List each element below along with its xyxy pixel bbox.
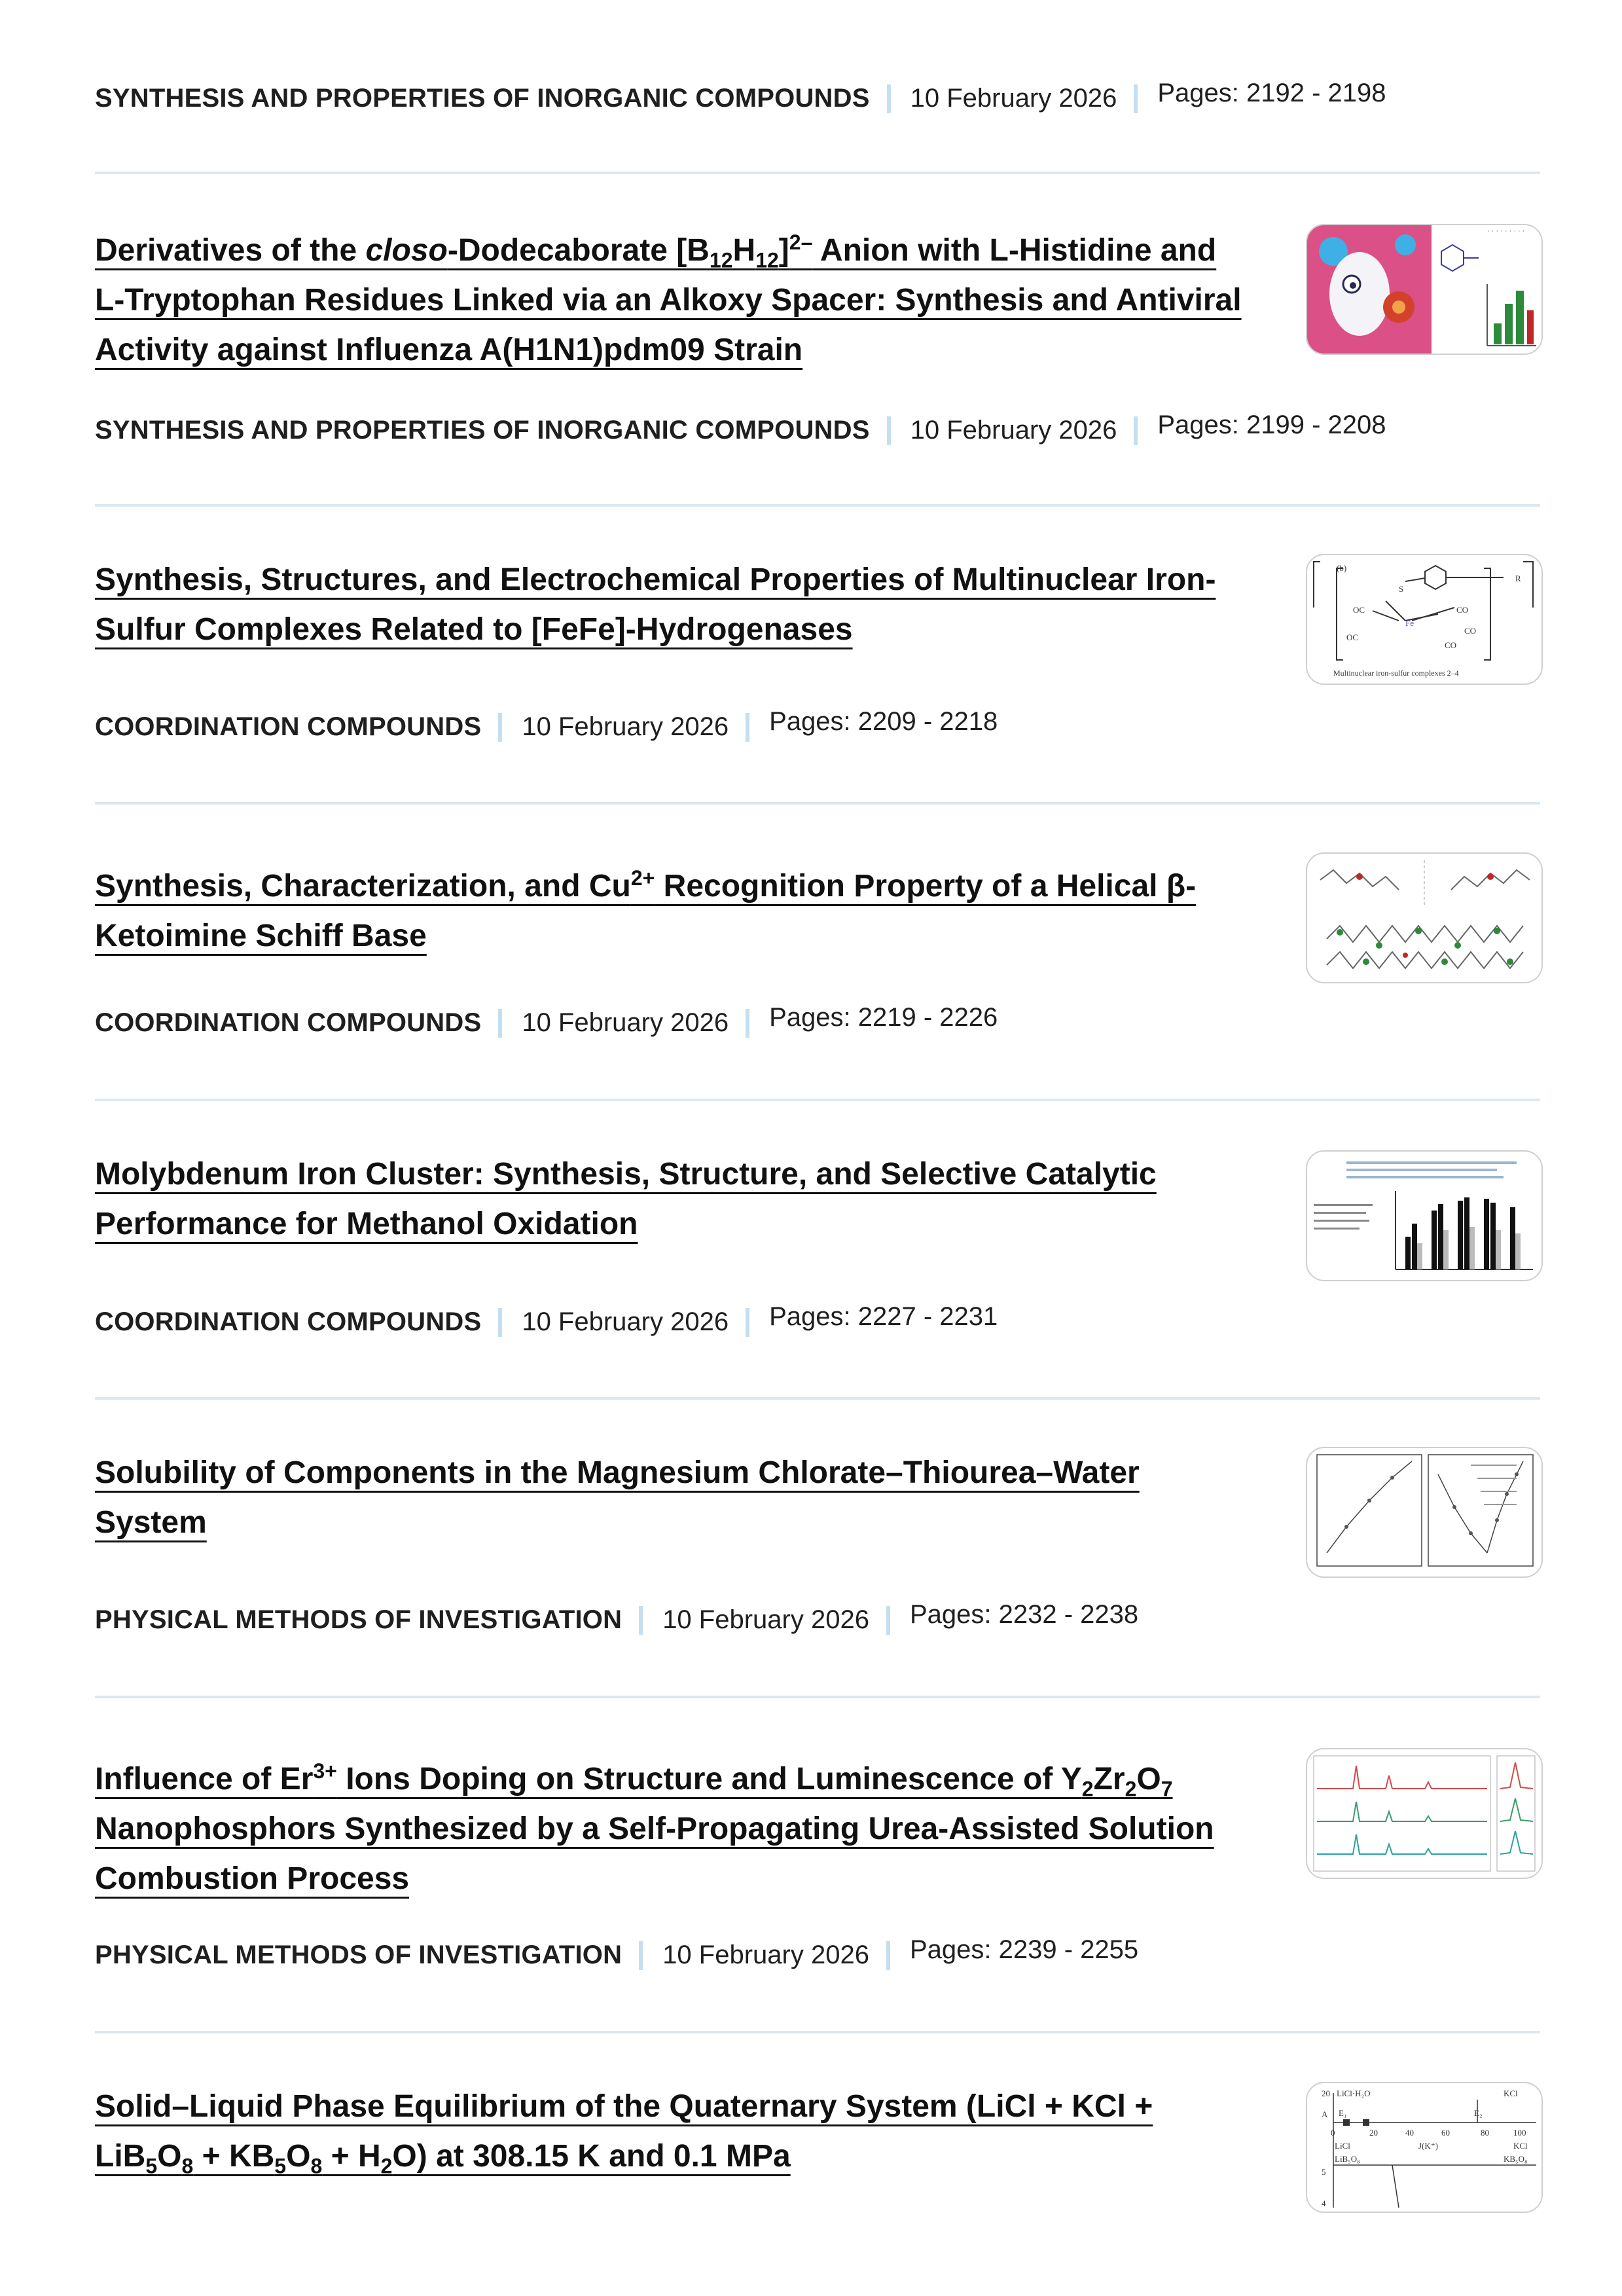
meta-separator: [1134, 416, 1138, 445]
section-label: SYNTHESIS AND PROPERTIES OF INORGANIC COMPOUNDS: [95, 416, 870, 445]
article-divider: [95, 802, 1540, 805]
article-title-link[interactable]: Solubility of Components in the Magnesium Chlorate–Thiourea–Water System: [95, 1455, 1140, 1540]
article-divider: [95, 1099, 1540, 1101]
svg-text:KCl: KCl: [1513, 2141, 1528, 2151]
svg-text:J(K⁺): J(K⁺): [1418, 2141, 1438, 2151]
meta-separator: [746, 1009, 749, 1038]
article-thumbnail[interactable]: [1306, 2082, 1543, 2213]
article-divider: [95, 504, 1540, 507]
svg-text:20: 20: [1369, 2128, 1378, 2138]
publication-date: 10 February 2026: [522, 1307, 729, 1336]
meta-separator: [1134, 84, 1138, 113]
article-thumbnail[interactable]: [1306, 852, 1543, 983]
svg-text:R: R: [1515, 574, 1521, 583]
page-range: Pages: 2232 - 2238: [909, 1600, 1139, 1629]
article-title: [95, 226, 1247, 375]
svg-text:CO: CO: [1464, 626, 1477, 636]
meta-separator: [639, 1941, 643, 1970]
article-meta: [95, 410, 1386, 445]
meta-separator: [887, 84, 891, 113]
article-title: [95, 555, 1247, 655]
article-title-link[interactable]: Molybdenum Iron Cluster: Synthesis, Structure, and Selective Catalytic Performance for Methanol Oxidation: [95, 1157, 1157, 1241]
article-divider: [95, 1397, 1540, 1400]
page-range: Pages: 2209 - 2218: [769, 707, 998, 736]
svg-text:80: 80: [1481, 2128, 1489, 2138]
article-divider: [95, 1696, 1540, 1698]
svg-text:LiCl: LiCl: [1335, 2141, 1350, 2151]
svg-text:E₁: E₁: [1339, 2108, 1347, 2118]
solubility-diagram-image: [1307, 1448, 1541, 1576]
article-meta: [95, 79, 1386, 113]
antiviral-graphic-image: [1307, 225, 1541, 354]
svg-text:0: 0: [1331, 2128, 1335, 2138]
article-divider: [95, 172, 1540, 174]
article-thumbnail[interactable]: [1306, 554, 1543, 685]
article-meta: [95, 1302, 998, 1337]
svg-text:5: 5: [1322, 2167, 1326, 2177]
article-thumbnail[interactable]: [1306, 224, 1543, 355]
section-label: PHYSICAL METHODS OF INVESTIGATION: [95, 1941, 622, 1969]
article-thumbnail[interactable]: [1306, 1150, 1543, 1281]
meta-separator: [887, 416, 891, 445]
publication-date: 10 February 2026: [910, 416, 1117, 445]
meta-separator: [498, 1308, 502, 1337]
svg-text:E₂: E₂: [1474, 2108, 1483, 2118]
svg-text:100: 100: [1513, 2128, 1526, 2138]
publication-date: 10 February 2026: [522, 712, 729, 741]
publication-date: 10 February 2026: [662, 1605, 869, 1634]
svg-text:LiCl·H₂O: LiCl·H₂O: [1337, 2088, 1371, 2098]
article-title-link[interactable]: Synthesis, Characterization, and Cu$^{2+}$ Recognition Property of a Helical β-Ketoimine Schiff Base: [95, 866, 1197, 953]
svg-text:KCl: KCl: [1504, 2088, 1518, 2098]
svg-text:A: A: [1322, 2109, 1328, 2119]
svg-text:CO: CO: [1445, 640, 1457, 650]
meta-separator: [498, 713, 502, 742]
luminescence-spectra-image: [1307, 1749, 1541, 1878]
svg-text:OC: OC: [1353, 605, 1365, 615]
iron-sulfur-structure-image: [1307, 555, 1541, 683]
svg-text:(b): (b): [1337, 563, 1347, 573]
article-divider: [95, 2031, 1540, 2033]
svg-text:40: 40: [1405, 2128, 1414, 2138]
meta-separator: [746, 1308, 749, 1337]
section-label: COORDINATION COMPOUNDS: [95, 1307, 482, 1336]
meta-separator: [639, 1606, 643, 1635]
svg-text:Fe: Fe: [1405, 618, 1414, 628]
publication-date: 10 February 2026: [522, 1008, 729, 1037]
article-title: [95, 1755, 1247, 1904]
page-range: Pages: 2192 - 2198: [1157, 79, 1386, 107]
svg-text:OC: OC: [1346, 632, 1359, 642]
svg-text:20: 20: [1322, 2088, 1330, 2098]
section-label: COORDINATION COMPOUNDS: [95, 712, 482, 741]
svg-text:Multinuclear iron-sulfur compl: Multinuclear iron-sulfur complexes 2–4: [1333, 668, 1459, 678]
svg-text:· · · · · · · · ·: · · · · · · · · ·: [1487, 227, 1525, 235]
page-range: Pages: 2239 - 2255: [909, 1935, 1139, 1964]
page-range: Pages: 2199 - 2208: [1157, 410, 1386, 439]
article-title: [95, 2082, 1247, 2181]
article-title: [95, 1150, 1247, 1249]
article-title: [95, 1448, 1247, 1548]
publication-date: 10 February 2026: [662, 1941, 869, 1969]
article-meta: [95, 707, 998, 742]
svg-text:60: 60: [1441, 2128, 1450, 2138]
helical-crystal-structure-image: [1307, 854, 1541, 982]
svg-text:KB₅O₈: KB₅O₈: [1504, 2154, 1528, 2164]
svg-text:LiB₅O₈: LiB₅O₈: [1335, 2154, 1360, 2164]
article-title-link[interactable]: Influence of Er$^{3+}$ Ions Doping on Structure and Luminescence of $Y_2Zr_2O_7$ Nanophosphors Synthesized by a Self-Propagating Urea-Assisted Solution Combustion Process: [95, 1759, 1214, 1896]
section-label: COORDINATION COMPOUNDS: [95, 1008, 482, 1037]
article-meta: [95, 1600, 1139, 1635]
meta-separator: [498, 1009, 502, 1038]
article-meta: [95, 1003, 998, 1038]
article-title-link[interactable]: Synthesis, Structures, and Electrochemical Properties of Multinuclear Iron-Sulfur Complexes Related to [FeFe]-Hydrogenases: [95, 562, 1216, 647]
meta-separator: [746, 713, 749, 742]
section-label: SYNTHESIS AND PROPERTIES OF INORGANIC COMPOUNDS: [95, 84, 870, 113]
page-range: Pages: 2219 - 2226: [769, 1003, 998, 1032]
article-thumbnail[interactable]: [1306, 1447, 1543, 1578]
svg-text:S: S: [1399, 584, 1404, 594]
article-title-link[interactable]: Solid–Liquid Phase Equilibrium of the Quaternary System (LiCl + KCl + $LiB_5O_8 + KB_5O_8 + H_2O$) at 308.15 K and 0.1 MPa: [95, 2089, 1153, 2178]
article-title: [95, 862, 1247, 961]
article-title-link[interactable]: Derivatives of the closo-Dodecaborate $[B_{12}H_{12}]^{2-}$ Anion with L-Histidine and L-Tryptophan Residues Linked via an Alkoxy Spacer: Synthesis and Antiviral Activity against Influenza A(H1N1)pdm09 Strain: [95, 230, 1242, 367]
publication-date: 10 February 2026: [910, 84, 1117, 113]
phase-diagram-image: [1307, 2083, 1541, 2212]
page-range: Pages: 2227 - 2231: [769, 1302, 998, 1331]
svg-text:CO: CO: [1456, 605, 1469, 615]
article-thumbnail[interactable]: [1306, 1748, 1543, 1879]
section-label: PHYSICAL METHODS OF INVESTIGATION: [95, 1605, 622, 1634]
catalytic-performance-chart-image: [1307, 1152, 1541, 1280]
article-meta: [95, 1935, 1139, 1970]
svg-text:4: 4: [1322, 2198, 1326, 2208]
meta-separator: [886, 1606, 890, 1635]
meta-separator: [886, 1941, 890, 1970]
